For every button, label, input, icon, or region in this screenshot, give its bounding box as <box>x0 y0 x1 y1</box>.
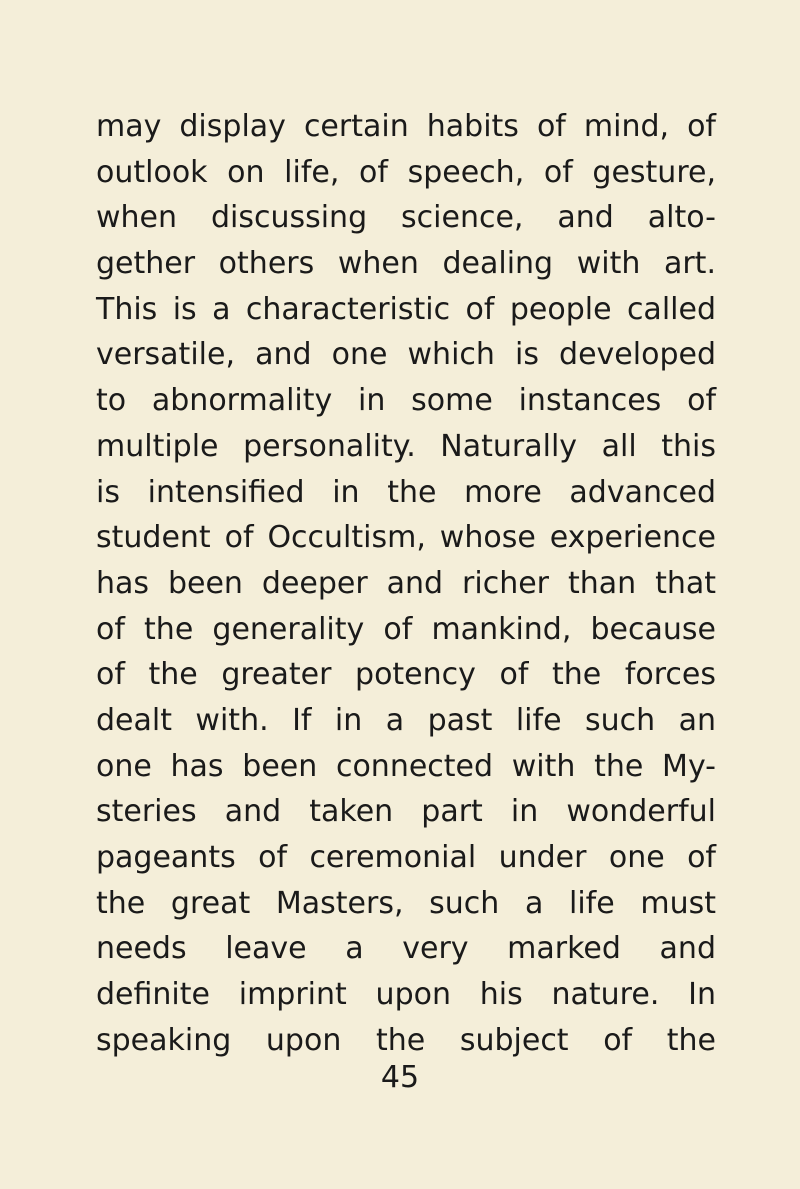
text-line: of the greater potency of the forces <box>96 657 716 693</box>
text-line: to abnormality in some instances of <box>96 383 716 419</box>
text-line: multiple personality. Naturally all this <box>96 428 716 464</box>
text-line: dealt with. If in a past life such an <box>96 702 716 738</box>
text-line: steries and taken part in wonderful <box>96 794 716 830</box>
text-line: when discussing science, and alto- <box>96 200 716 236</box>
text-line: the great Masters, such a life must <box>96 885 716 921</box>
page-number: 45 <box>380 1060 420 1095</box>
text-line: has been deeper and richer than that <box>96 565 716 601</box>
text-line: one has been connected with the My- <box>96 748 716 784</box>
text-line: speaking upon the subject of the <box>96 1022 716 1058</box>
text-line: This is a characteristic of people called <box>96 291 716 327</box>
text-line: pageants of ceremonial under one of <box>96 840 716 875</box>
text-line: needs leave a very marked and <box>96 931 716 967</box>
text-line: is intensified in the more advanced <box>96 474 716 510</box>
text-line: outlook on life, of speech, of gesture, <box>96 154 716 190</box>
text-line: student of Occultism, whose experience <box>96 520 716 556</box>
text-line: may display certain habits of mind, of <box>96 109 716 144</box>
text-line: versatile, and one which is developed <box>96 337 716 373</box>
text-line: of the generality of mankind, because <box>96 611 716 647</box>
body-text <box>96 104 716 1063</box>
text-line: definite imprint upon his nature. In <box>96 977 716 1013</box>
text-line: gether others when dealing with art. <box>96 246 716 282</box>
